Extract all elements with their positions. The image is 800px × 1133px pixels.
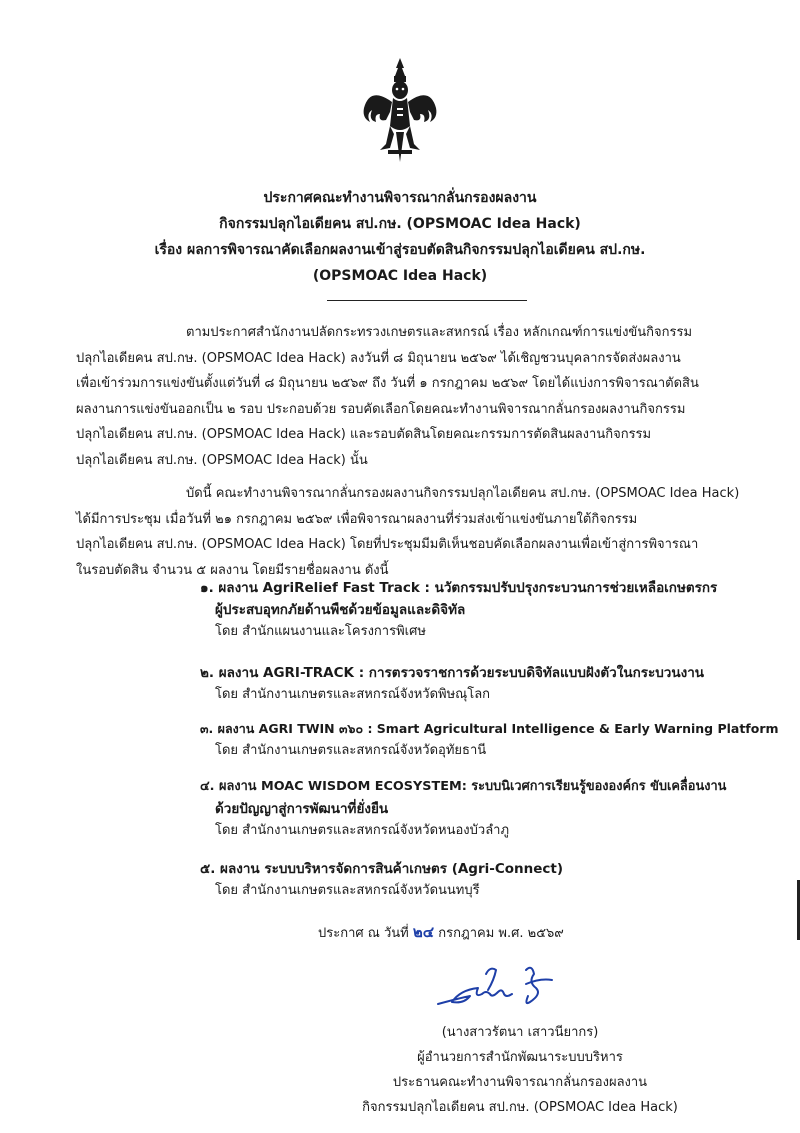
signer-name: (นางสาวรัตนา เสาวนียากร): [441, 1025, 599, 1040]
paragraph-1-line: ผลงานการแข่งขันออกเป็น ๒ รอบ ประกอบด้วย รอบคัดเลือกโดยคณะทำงานพิจารณากลั่นกรองผลงานกิจกรรม: [76, 401, 686, 417]
announcement-subject-line-2: (OPSMOAC Idea Hack): [312, 268, 488, 284]
list-item-owner: โดย สำนักงานเกษตรและสหกรณ์จังหวัดหนองบัวลำภู: [215, 823, 510, 838]
list-item: [200, 662, 745, 706]
announcement-subject-line-1: เรื่อง ผลการพิจารณาคัดเลือกผลงานเข้าสู่รอบตัดสินกิจกรรมปลุกไอเดียคน สป.กษ.: [154, 242, 646, 258]
list-item-heading: ๔. ผลงาน MOAC WISDOM ECOSYSTEM: ระบบนิเวศการเรียนรู้ขององค์กร ขับเคลื่อนงาน: [200, 779, 727, 794]
list-item-heading-continued: ด้วยปัญญาสู่การพัฒนาที่ยั่งยืน: [215, 801, 389, 817]
list-item-heading-continued: ผู้ประสบอุทกภัยด้านพืชด้วยข้อมูลและดิจิทัล: [215, 602, 466, 618]
paragraph-2: [76, 481, 740, 583]
announcement-title-line-1: ประกาศคณะทำงานพิจารณากลั่นกรองผลงาน: [263, 190, 537, 206]
announcement-date-day: ๒๔: [412, 923, 435, 941]
list-item-owner: โดย สำนักงานเกษตรและสหกรณ์จังหวัดอุทัยธานี: [215, 743, 487, 758]
signer-position: ผู้อำนวยการสำนักพัฒนาระบบบริหาร: [417, 1050, 623, 1065]
list-item-heading: ๑. ผลงาน AgriRelief Fast Track : นวัตกรรมปรับปรุงกระบวนการช่วยเหลือเกษตรกร: [200, 580, 718, 596]
paragraph-2-line: ในรอบตัดสิน จำนวน ๕ ผลงาน โดยมีรายชื่อผลงาน ดังนี้: [76, 562, 389, 578]
paragraph-2-line: ได้มีการประชุม เมื่อวันที่ ๒๑ กรกฎาคม ๒๕๖๙ เพื่อพิจารณาผลงานที่ร่วมส่งเข้าแข่งขันภายใต้กิจกรรม: [76, 511, 638, 527]
signer-block: [300, 1020, 740, 1120]
list-item: [200, 718, 779, 762]
announcement-date-suffix: กรกฎาคม พ.ศ. ๒๕๖๙: [438, 926, 564, 941]
list-item-heading: ๒. ผลงาน AGRI-TRACK : การตรวจราชการด้วยระบบดิจิทัลแบบฝังตัวในกระบวนงาน: [200, 665, 705, 681]
list-item: [200, 776, 745, 842]
list-item-owner: โดย สำนักแผนงานและโครงการพิเศษ: [215, 624, 426, 639]
signer-position: กิจกรรมปลุกไอเดียคน สป.กษ. (OPSMOAC Idea Hack): [362, 1100, 678, 1115]
title-divider: [327, 300, 527, 301]
paragraph-1-line: ปลุกไอเดียคน สป.กษ. (OPSMOAC Idea Hack) ลงวันที่ ๘ มิถุนายน ๒๕๖๙ ได้เชิญชวนบุคลากรจัดส่งผลงาน: [76, 350, 681, 366]
paragraph-2-line: ปลุกไอเดียคน สป.กษ. (OPSMOAC Idea Hack) โดยที่ประชุมมีมติเห็นชอบคัดเลือกผลงานเพื่อเข้าสู่การพิจารณา: [76, 537, 699, 552]
signer-position: ประธานคณะทำงานพิจารณากลั่นกรองผลงาน: [392, 1075, 648, 1090]
announcement-date: [318, 920, 564, 944]
list-item: [200, 858, 745, 902]
announcement-title-line-2: กิจกรรมปลุกไอเดียคน สป.กษ. (OPSMOAC Idea Hack): [219, 216, 581, 232]
list-item: [200, 577, 745, 643]
list-item-owner: โดย สำนักงานเกษตรและสหกรณ์จังหวัดพิษณุโลก: [215, 687, 491, 702]
paragraph-1-line: ปลุกไอเดียคน สป.กษ. (OPSMOAC Idea Hack) และรอบตัดสินโดยคณะกรรมการตัดสินผลงานกิจกรรม: [76, 427, 652, 442]
paragraph-1-line: ปลุกไอเดียคน สป.กษ. (OPSMOAC Idea Hack) นั้น: [76, 452, 368, 468]
paragraph-2-line: บัดนี้ คณะทำงานพิจารณากลั่นกรองผลงานกิจกรรมปลุกไอเดียคน สป.กษ. (OPSMOAC Idea Hack): [186, 486, 740, 501]
garuda-emblem-icon: [360, 56, 440, 166]
handwritten-signature: [430, 960, 570, 1014]
list-item-owner: โดย สำนักงานเกษตรและสหกรณ์จังหวัดนนทบุรี: [215, 883, 480, 898]
announcement-date-prefix: ประกาศ ณ วันที่: [318, 926, 409, 941]
list-item-heading: ๕. ผลงาน ระบบบริหารจัดการสินค้าเกษตร (Agri-Connect): [200, 861, 564, 877]
paragraph-1-line: ตามประกาศสำนักงานปลัดกระทรวงเกษตรและสหกรณ์ เรื่อง หลักเกณฑ์การแข่งขันกิจกรรม: [186, 325, 693, 340]
paragraph-1: [76, 320, 736, 473]
list-item-heading: ๓. ผลงาน AGRI TWIN ๓๖๐ : Smart Agricultural Intelligence & Early Warning Platform: [200, 721, 779, 736]
paragraph-1-line: เพื่อเข้าร่วมการแข่งขันตั้งแต่วันที่ ๘ มิถุนายน ๒๕๖๙ ถึง วันที่ ๑ กรกฎาคม ๒๕๖๙ โดยได้แบ่งการพิจารณาตัดสิน: [76, 376, 699, 391]
